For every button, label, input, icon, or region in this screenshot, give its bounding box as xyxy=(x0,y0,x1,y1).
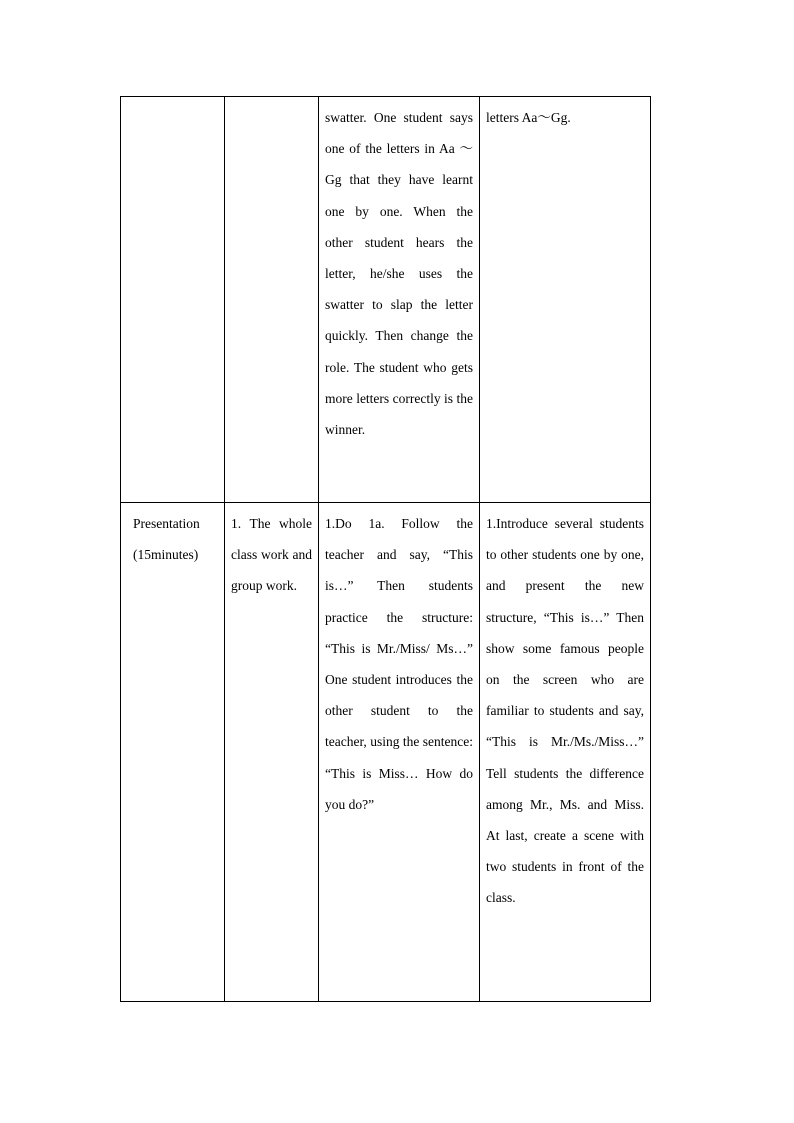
student-activity-cell: 1.Do 1a. Follow the teacher and say, “This is…” Then students practice the structure: “This is Mr./Miss/ Ms…” One student introduces the other student to the teacher, using the sentence: “This is Miss… How do you do?” xyxy=(319,503,480,1002)
teacher-activity-cell: 1.Introduce several students to other students one by one, and present the new structure, “This is…” Then show some famous people on the screen who are familiar to students and say, “This is Mr./Ms./Miss…” Tell students the difference among Mr., Ms. and Miss. At last, create a scene with two students in front of the class. xyxy=(480,503,651,1002)
table-row xyxy=(121,503,651,1002)
student-activity-cell: swatter. One student says one of the letters in Aa ～ Gg that they have learnt one by one. When the other student hears the letter, he/she uses the swatter to slap the letter quickly. Then change the role. The student who gets more letters correctly is the winner. xyxy=(319,97,480,503)
stage-cell xyxy=(121,503,225,1002)
stage-cell xyxy=(121,97,225,503)
stage-name: Presentation xyxy=(133,516,200,531)
teacher-activity-cell: letters Aa～Gg. xyxy=(480,97,651,503)
organization-cell: 1. The whole class work and group work. xyxy=(225,503,319,1002)
stage-duration: (15minutes) xyxy=(133,547,199,563)
table-row xyxy=(121,97,651,503)
organization-cell xyxy=(225,97,319,503)
lesson-plan-table xyxy=(120,96,651,1002)
